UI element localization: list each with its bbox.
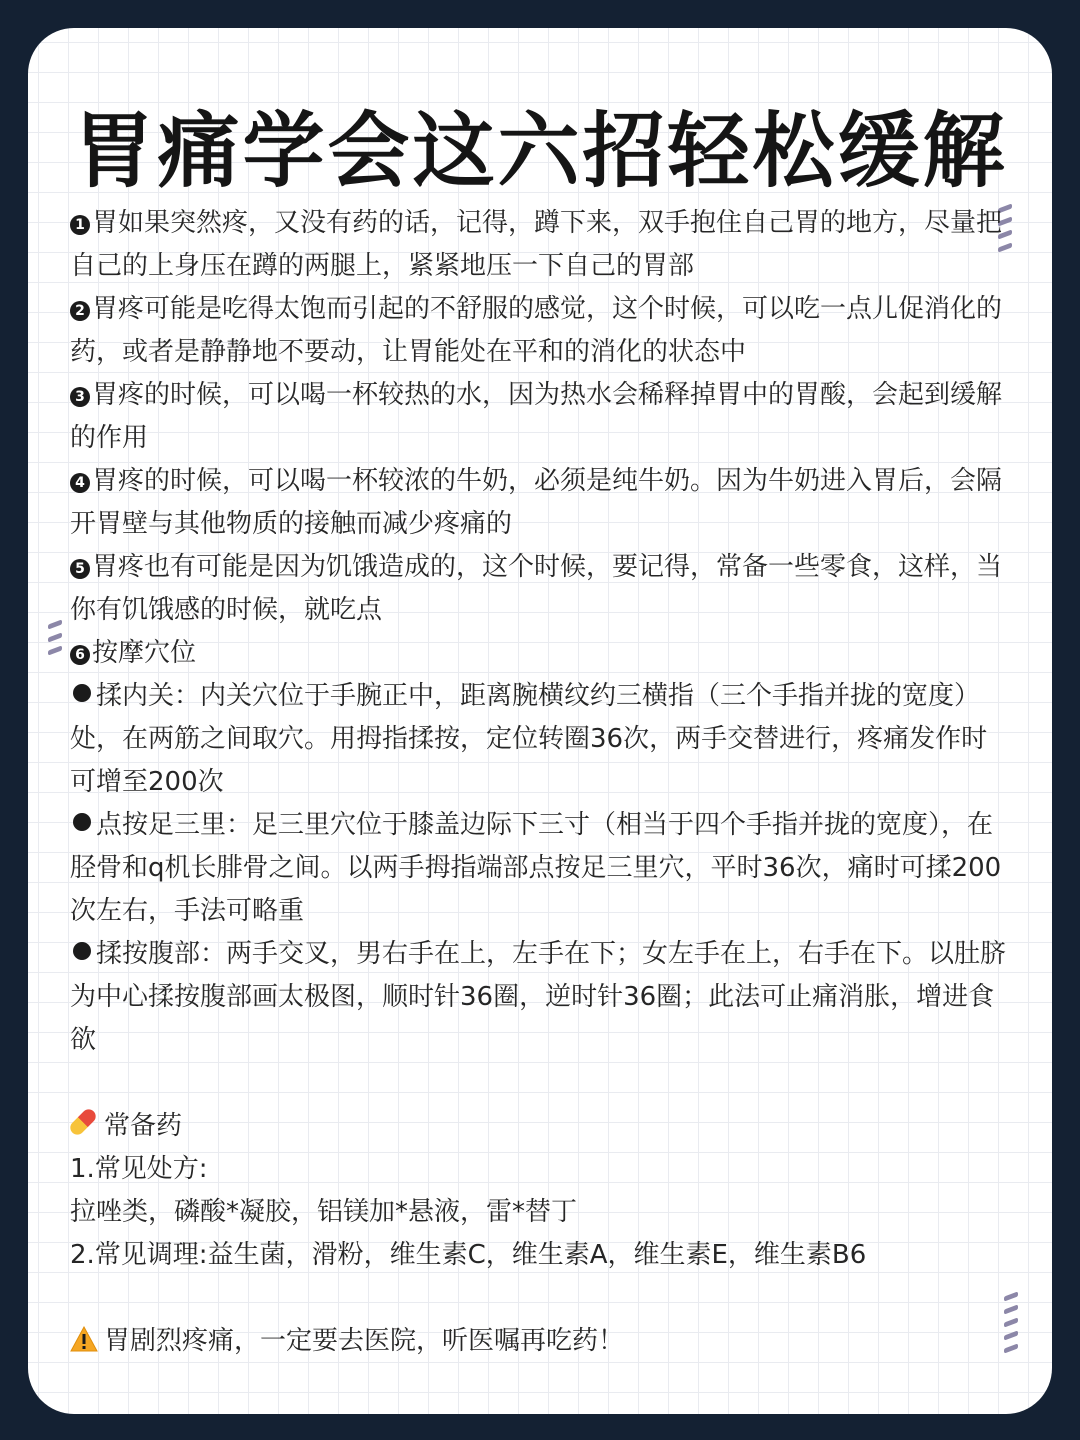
number-badge: 1 bbox=[70, 215, 90, 235]
medicine-line: 2.常见调理:益生菌，滑粉，维生素C，维生素A，维生素E，维生素B6 bbox=[70, 1240, 867, 1270]
spacer bbox=[70, 1062, 1010, 1105]
medicine-heading bbox=[70, 1105, 1010, 1148]
content-card bbox=[28, 28, 1052, 1414]
spacer bbox=[70, 1277, 1010, 1320]
tip-text: 胃如果突然疼，又没有药的话，记得，蹲下来，双手抱住自己胃的地方，尽量把自己的上身压在蹲的两腿上，紧紧地压一下自己的胃部 bbox=[70, 208, 1003, 281]
number-badge: 4 bbox=[70, 473, 90, 493]
tip-text: 胃疼的时候，可以喝一杯较浓的牛奶，必须是纯牛奶。因为牛奶进入胃后，会隔开胃壁与其他物质的接触而减少疼痛的 bbox=[70, 466, 1003, 539]
massage-text: 揉内关：内关穴位于手腕正中，距离腕横纹约三横指（三个手指并拢的宽度）处，在两筋之间取穴。用拇指揉按，定位转圈36次，两手交替进行，疼痛发作时可增至200次 bbox=[70, 681, 988, 797]
article-body bbox=[70, 202, 1010, 1363]
bullet-dot-icon bbox=[73, 813, 91, 831]
tip-item bbox=[70, 202, 1010, 288]
warning-text: 胃剧烈疼痛，一定要去医院，听医嘱再吃药！ bbox=[104, 1326, 625, 1356]
page-title: 胃痛学会这六招轻松缓解 bbox=[72, 104, 1008, 199]
tip-item bbox=[70, 632, 1010, 675]
medicine-line: 拉唑类，磷酸*凝胶，铝镁加*悬液，雷*替丁 bbox=[70, 1197, 578, 1227]
medicine-heading-text: 常备药 bbox=[104, 1111, 183, 1141]
number-badge: 5 bbox=[70, 559, 90, 579]
massage-item bbox=[70, 675, 1010, 804]
number-badge: 2 bbox=[70, 301, 90, 321]
medicine-line: 1.常见处方: bbox=[70, 1154, 208, 1184]
bullet-dot-icon bbox=[73, 684, 91, 702]
massage-text: 点按足三里：足三里穴位于膝盖边际下三寸（相当于四个手指并拢的宽度），在胫骨和q机长腓骨之间。以两手拇指端部点按足三里穴，平时36次，痛时可揉200次左右，手法可略重 bbox=[70, 810, 1002, 926]
bullet-dot-icon bbox=[73, 942, 91, 960]
massage-text: 揉按腹部：两手交叉，男右手在上，左手在下；女左手在上，右手在下。以肚脐为中心揉按腹部画太极图，顺时针36圈，逆时针36圈；此法可止痛消胀，增进食欲 bbox=[70, 939, 1007, 1055]
number-badge: 3 bbox=[70, 387, 90, 407]
tip-item bbox=[70, 546, 1010, 632]
tip-text: 胃疼也有可能是因为饥饿造成的，这个时候，要记得，常备一些零食，这样，当你有饥饿感的时候，就吃点 bbox=[70, 552, 1003, 625]
tip-text: 按摩穴位 bbox=[92, 638, 197, 668]
pill-icon bbox=[67, 1106, 98, 1137]
tip-text: 胃疼可能是吃得太饱而引起的不舒服的感觉，这个时候，可以吃一点儿促消化的药，或者是静静地不要动，让胃能处在平和的消化的状态中 bbox=[70, 294, 1003, 367]
massage-item bbox=[70, 933, 1010, 1062]
warning-icon bbox=[70, 1326, 98, 1352]
tip-item bbox=[70, 374, 1010, 460]
massage-item bbox=[70, 804, 1010, 933]
decor-stripes-left bbox=[48, 622, 64, 661]
tip-item bbox=[70, 288, 1010, 374]
number-badge: 6 bbox=[70, 645, 90, 665]
tip-text: 胃疼的时候，可以喝一杯较热的水，因为热水会稀释掉胃中的胃酸，会起到缓解的作用 bbox=[70, 380, 1003, 453]
warning-line bbox=[70, 1320, 1010, 1363]
tip-item bbox=[70, 460, 1010, 546]
